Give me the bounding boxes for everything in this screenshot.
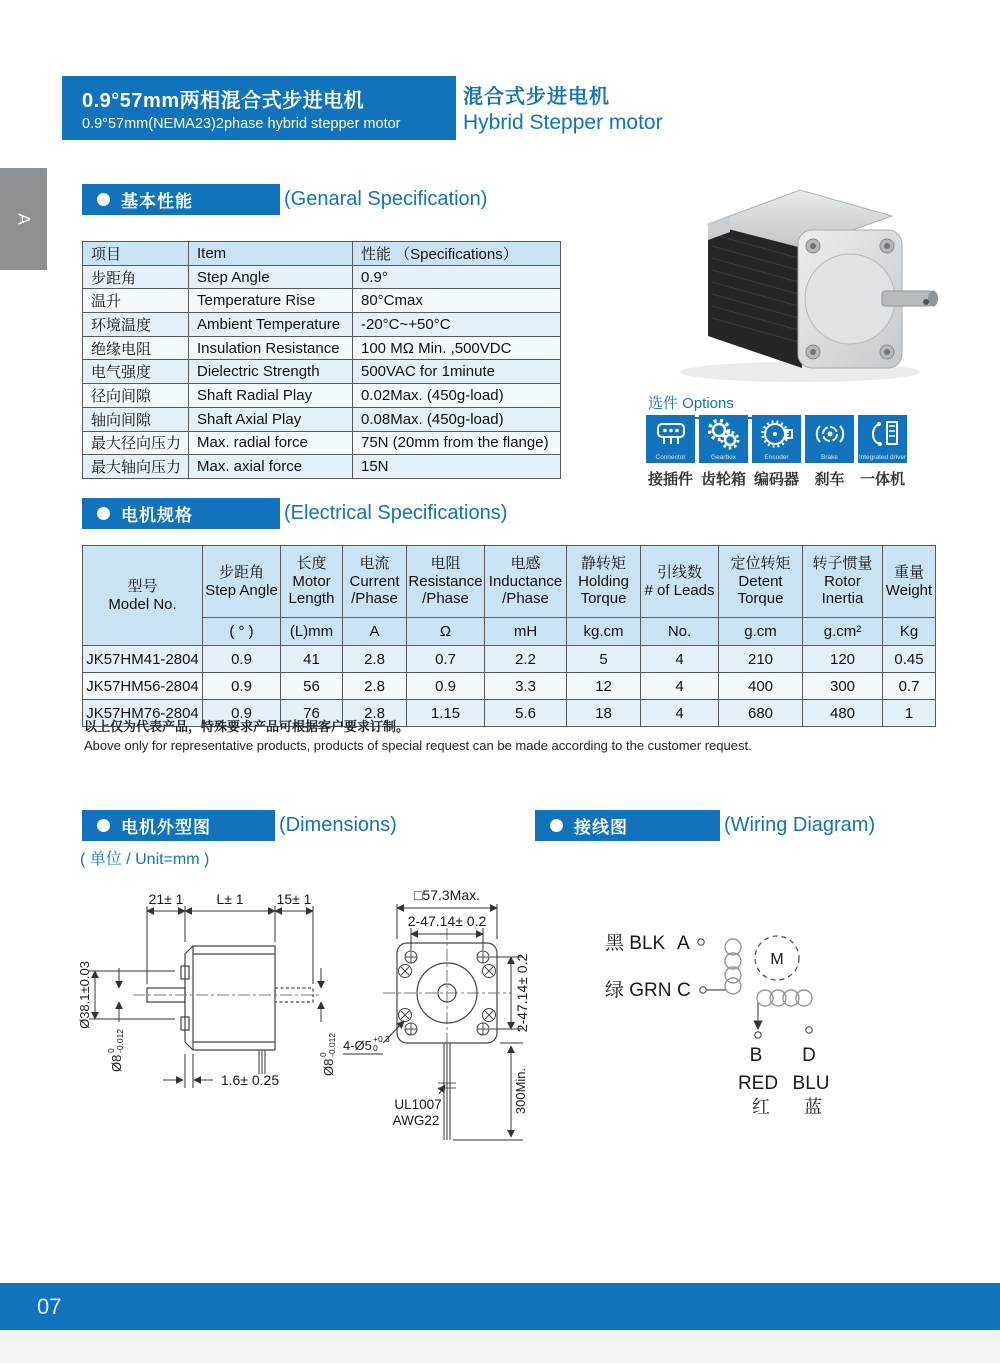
footer-strip bbox=[0, 1330, 1000, 1363]
section-dimensions-en: (Dimensions) bbox=[279, 814, 397, 836]
cell: Insulation Resistance bbox=[189, 336, 353, 360]
section-dimensions-box bbox=[82, 810, 275, 841]
option-cn-label: 齿轮箱 bbox=[700, 471, 746, 488]
unit-cell: ( ° ) bbox=[203, 618, 281, 646]
section-electrical-box bbox=[82, 498, 280, 529]
svg-text:15± 1: 15± 1 bbox=[276, 891, 312, 907]
unit-cell: g.cm bbox=[719, 618, 803, 646]
cell: JK57HM41-2804 bbox=[83, 646, 203, 673]
cell: Max. axial force bbox=[189, 455, 353, 479]
options-label: 选件 Options bbox=[648, 392, 754, 419]
cell: 300 bbox=[803, 673, 883, 700]
wire-blu-cn: 蓝 bbox=[804, 1097, 822, 1117]
cell: 12 bbox=[567, 673, 641, 700]
cell: 500VAC for 1minute bbox=[353, 360, 561, 384]
svg-text:0: 0 bbox=[318, 1052, 328, 1057]
svg-text:□57.3Max.: □57.3Max. bbox=[413, 887, 481, 903]
cell: 4 bbox=[641, 646, 719, 673]
svg-text:Ø8: Ø8 bbox=[321, 1058, 336, 1076]
title-banner bbox=[62, 76, 456, 140]
cell: 75N (20mm from the flange) bbox=[353, 431, 561, 455]
dimension-and-wiring-drawing bbox=[75, 878, 935, 1178]
footnote-en: Above only for representative products, products of special request can be made according to the customer request. bbox=[84, 737, 752, 753]
col-header: 型号 Model No. bbox=[83, 546, 203, 646]
cell: 0.9 bbox=[203, 646, 281, 673]
cell: 5 bbox=[567, 646, 641, 673]
unit-cell: kg.cm bbox=[567, 618, 641, 646]
cell: 41 bbox=[281, 646, 343, 673]
cell: Ambient Temperature bbox=[189, 313, 353, 337]
bullet-icon bbox=[97, 507, 110, 520]
cell: 2.2 bbox=[485, 646, 567, 673]
cell: 径向间隙 bbox=[83, 384, 189, 408]
cell: 76 bbox=[281, 700, 343, 727]
electrical-spec-table bbox=[82, 545, 936, 727]
cell: 1 bbox=[883, 700, 936, 727]
section-electrical-en: (Electrical Specifications) bbox=[284, 502, 508, 524]
terminal-b-label: B bbox=[749, 1045, 763, 1066]
cell: Max. radial force bbox=[189, 431, 353, 455]
bullet-icon bbox=[550, 819, 563, 832]
terminal-c-label: C bbox=[677, 980, 691, 1001]
cell: 1.15 bbox=[407, 700, 485, 727]
cell: 680 bbox=[719, 700, 803, 727]
bullet-icon bbox=[97, 819, 110, 832]
wiring-diagram bbox=[605, 932, 829, 1117]
cell: 18 bbox=[567, 700, 641, 727]
cell: 120 bbox=[803, 646, 883, 673]
cell: 0.08Max. (450g-load) bbox=[353, 407, 561, 431]
footnote bbox=[84, 718, 752, 756]
table-row bbox=[83, 289, 561, 313]
cell: 80°Cmax bbox=[353, 289, 561, 313]
cell: 最大轴向压力 bbox=[83, 455, 189, 479]
cell: 项目 bbox=[83, 242, 189, 266]
svg-text:1.6± 0.25: 1.6± 0.25 bbox=[220, 1072, 280, 1088]
svg-text:Ø8: Ø8 bbox=[109, 1054, 124, 1072]
section-general-box bbox=[82, 184, 280, 215]
cell: 0.9 bbox=[203, 673, 281, 700]
cell: Dielectric Strength bbox=[189, 360, 353, 384]
category-title-cn: 混合式步进电机 bbox=[463, 86, 610, 108]
cell: 4 bbox=[641, 673, 719, 700]
phase-coil-b bbox=[757, 990, 812, 1006]
option-tag: Brake bbox=[821, 454, 838, 461]
side-view-labels bbox=[77, 891, 337, 1088]
section-dimensions bbox=[82, 810, 397, 841]
terminal-a-label: A bbox=[677, 933, 690, 954]
option-tag: Encoder bbox=[764, 454, 789, 461]
section-general-en: (Genaral Specification) bbox=[284, 188, 488, 210]
cell: 绝缘电阻 bbox=[83, 336, 189, 360]
options-cn-labels bbox=[646, 468, 907, 489]
page-number: 07 bbox=[37, 1293, 62, 1319]
cell: -20°C~+50°C bbox=[353, 313, 561, 337]
wire-grn-label: 绿 GRN bbox=[605, 980, 672, 1001]
svg-text:4-Ø5: 4-Ø5 bbox=[343, 1038, 372, 1053]
cell: 0.7 bbox=[883, 673, 936, 700]
svg-text:0: 0 bbox=[373, 1043, 378, 1053]
bullet-icon bbox=[97, 193, 110, 206]
section-wiring-cn: 接线图 bbox=[574, 818, 628, 837]
table-row bbox=[83, 313, 561, 337]
cell: 3.3 bbox=[485, 673, 567, 700]
table-row bbox=[83, 360, 561, 384]
option-tag: Connector bbox=[655, 454, 686, 461]
units-row bbox=[83, 618, 936, 646]
cell: Step Angle bbox=[189, 265, 353, 289]
col-header: 重量 Weight bbox=[883, 546, 936, 618]
svg-text:0: 0 bbox=[106, 1048, 116, 1053]
category-title-en: Hybrid Stepper motor bbox=[463, 111, 663, 134]
page-title-en: 0.9°57mm(NEMA23)2phase hybrid stepper motor bbox=[82, 116, 401, 132]
cell: 0.9 bbox=[203, 700, 281, 727]
header-row bbox=[83, 546, 936, 618]
cell: 环境温度 bbox=[83, 313, 189, 337]
section-general-cn: 基本性能 bbox=[121, 192, 193, 211]
page-title-cn: 0.9°57mm两相混合式步进电机 bbox=[82, 90, 365, 112]
svg-text:2-47.14± 0.2: 2-47.14± 0.2 bbox=[407, 913, 487, 929]
col-header: 引线数 # of Leads bbox=[641, 546, 719, 618]
cell: 0.7 bbox=[407, 646, 485, 673]
cell: 轴向间隙 bbox=[83, 407, 189, 431]
cell: 4 bbox=[641, 700, 719, 727]
table-row bbox=[83, 336, 561, 360]
cell: 0.02Max. (450g-load) bbox=[353, 384, 561, 408]
table-row bbox=[83, 455, 561, 479]
footer-bar bbox=[0, 1283, 1000, 1330]
cell: Shaft Axial Play bbox=[189, 407, 353, 431]
section-wiring bbox=[535, 810, 875, 841]
table-row bbox=[83, 242, 561, 266]
cell: 0.9° bbox=[353, 265, 561, 289]
section-electrical bbox=[82, 498, 507, 529]
option-cn-label: 接插件 bbox=[647, 471, 693, 488]
unit-cell: g.cm² bbox=[803, 618, 883, 646]
wire-blk-label: 黑 BLK bbox=[605, 933, 666, 954]
cell: Shaft Radial Play bbox=[189, 384, 353, 408]
col-header: 定位转矩 Detent Torque bbox=[719, 546, 803, 618]
encoder-icon bbox=[752, 415, 801, 463]
svg-text:21± 1: 21± 1 bbox=[148, 891, 184, 907]
col-header: 步距角 Step Angle bbox=[203, 546, 281, 618]
svg-text:300Min.: 300Min. bbox=[513, 1067, 528, 1115]
unit-cell: No. bbox=[641, 618, 719, 646]
option-cn-label: 一体机 bbox=[859, 471, 905, 488]
cell: 最大径向压力 bbox=[83, 431, 189, 455]
wire-red-label: RED bbox=[737, 1073, 779, 1094]
table-row bbox=[83, 673, 936, 700]
footnote-cn: 以上仅为代表产品，特殊要求产品可根据客户要求订制。 bbox=[84, 719, 410, 734]
svg-text:2-47.14± 0.2: 2-47.14± 0.2 bbox=[514, 953, 530, 1033]
connector-icon bbox=[646, 415, 695, 463]
brake-icon bbox=[805, 415, 854, 463]
unit-cell: Ω bbox=[407, 618, 485, 646]
options-icons bbox=[646, 415, 907, 463]
col-header: 电阻 Resistance /Phase bbox=[407, 546, 485, 618]
gearbox-icon bbox=[699, 415, 748, 463]
cell: 210 bbox=[719, 646, 803, 673]
front-view-labels bbox=[343, 887, 530, 1128]
integrated-driver-icon bbox=[858, 415, 907, 463]
table-row bbox=[83, 265, 561, 289]
cell: 温升 bbox=[83, 289, 189, 313]
section-wiring-box bbox=[535, 810, 720, 841]
unit-cell: A bbox=[343, 618, 407, 646]
svg-text:L± 1: L± 1 bbox=[216, 891, 244, 907]
table-row bbox=[83, 407, 561, 431]
section-wiring-en: (Wiring Diagram) bbox=[724, 814, 876, 836]
svg-text:AWG22: AWG22 bbox=[392, 1113, 440, 1128]
option-tag: Gearbox bbox=[711, 454, 736, 461]
section-general bbox=[82, 184, 487, 215]
cell: 0.9 bbox=[407, 673, 485, 700]
col-header: 电流 Current /Phase bbox=[343, 546, 407, 618]
wire-red-cn: 红 bbox=[752, 1097, 770, 1117]
cell: 电气强度 bbox=[83, 360, 189, 384]
cell: 15N bbox=[353, 455, 561, 479]
cell: JK57HM56-2804 bbox=[83, 673, 203, 700]
phase-coil-a bbox=[725, 939, 741, 994]
svg-text:-0.012: -0.012 bbox=[327, 1032, 337, 1057]
unit-note: ( 单位 / Unit=mm ) bbox=[80, 851, 210, 868]
table-row bbox=[83, 646, 936, 673]
option-cn-label: 编码器 bbox=[753, 471, 799, 488]
cell: Temperature Rise bbox=[189, 289, 353, 313]
unit-cell: (L)mm bbox=[281, 618, 343, 646]
svg-text:UL1007: UL1007 bbox=[394, 1097, 442, 1112]
cell: 2.8 bbox=[343, 700, 407, 727]
svg-text:-0.012: -0.012 bbox=[115, 1028, 125, 1053]
table-row bbox=[83, 431, 561, 455]
cell: 2.8 bbox=[343, 646, 407, 673]
col-header: 静转矩 Holding Torque bbox=[567, 546, 641, 618]
unit-cell: Kg bbox=[883, 618, 936, 646]
section-dimensions-cn: 电机外型图 bbox=[121, 818, 211, 837]
unit-cell: mH bbox=[485, 618, 567, 646]
col-header: 电感 Inductance /Phase bbox=[485, 546, 567, 618]
cell: 0.45 bbox=[883, 646, 936, 673]
wire-blu-label: BLU bbox=[792, 1073, 830, 1094]
cell: 2.8 bbox=[343, 673, 407, 700]
motor-side-view bbox=[133, 946, 321, 1074]
cell: 性能 （Specifications） bbox=[353, 242, 561, 266]
col-header: 长度 Motor Length bbox=[281, 546, 343, 618]
cell: 步距角 bbox=[83, 265, 189, 289]
cell: 56 bbox=[281, 673, 343, 700]
svg-text:+0.3: +0.3 bbox=[373, 1034, 390, 1044]
terminal-d-label: D bbox=[802, 1045, 816, 1066]
option-tag: Integrated driver bbox=[858, 454, 907, 461]
cell: JK57HM76-2804 bbox=[83, 700, 203, 727]
side-index-tab bbox=[0, 168, 47, 270]
cell: Item bbox=[189, 242, 353, 266]
motor-photo bbox=[650, 172, 946, 388]
cell: 5.6 bbox=[485, 700, 567, 727]
general-spec-table bbox=[82, 241, 561, 479]
cell: 400 bbox=[719, 673, 803, 700]
col-header: 转子惯量 Rotor Inertia bbox=[803, 546, 883, 618]
motor-symbol-label: M bbox=[770, 951, 784, 968]
cell: 100 MΩ Min. ,500VDC bbox=[353, 336, 561, 360]
svg-text:Ø38.1±0.03: Ø38.1±0.03 bbox=[77, 961, 92, 1029]
cell: 480 bbox=[803, 700, 883, 727]
side-index-letter: A bbox=[14, 213, 34, 225]
table-row bbox=[83, 384, 561, 408]
category-title bbox=[463, 80, 663, 135]
option-cn-label: 刹车 bbox=[814, 471, 845, 488]
section-electrical-cn: 电机规格 bbox=[121, 506, 193, 525]
